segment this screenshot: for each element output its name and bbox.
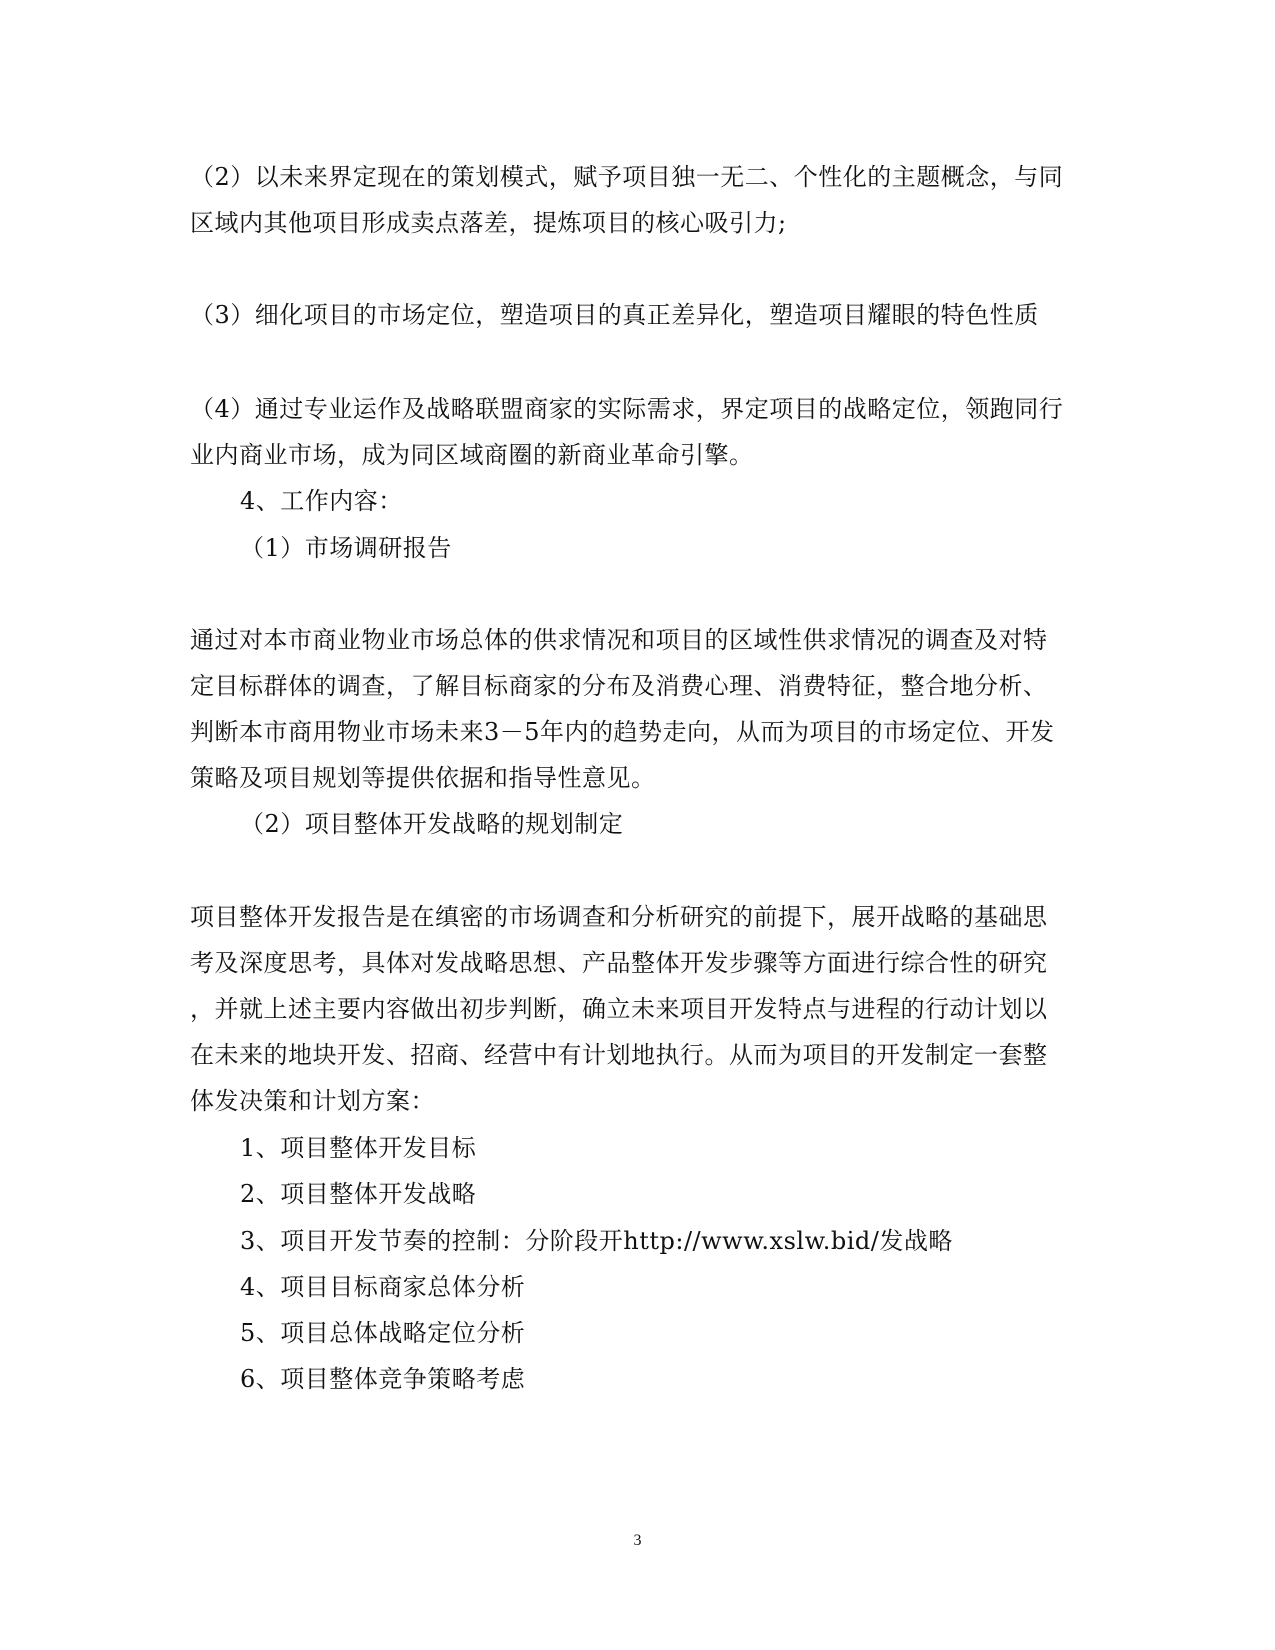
- list-item: 4、项目目标商家总体分析: [240, 1273, 526, 1301]
- list-item: 1、项目整体开发目标: [240, 1134, 477, 1162]
- strategy-line-1: 项目整体开发报告是在缜密的市场调查和分析研究的前提下，展开战略的基础思: [190, 903, 1048, 931]
- page-number: 3: [633, 1532, 642, 1549]
- paragraph-4-line-1: （4）通过专业运作及战略联盟商家的实际需求，界定项目的战略定位，领跑同行: [190, 395, 1064, 423]
- market-research-line-4: 策略及项目规划等提供依据和指导性意见。: [190, 764, 656, 792]
- strategy-line-3: ，并就上述主要内容做出初步判断，确立未来项目开发特点与进程的行动计划以: [190, 995, 1048, 1023]
- subheading-development-strategy: （2）项目整体开发战略的规划制定: [240, 810, 624, 838]
- list-item: 6、项目整体竞争策略考虑: [240, 1365, 526, 1393]
- list-item: 5、项目总体战略定位分析: [240, 1319, 526, 1347]
- list-item: 2、项目整体开发战略: [240, 1180, 477, 1208]
- market-research-line-1: 通过对本市商业物业市场总体的供求情况和项目的区域性供求情况的调查及对特: [190, 626, 1048, 654]
- section-heading-work-content: 4、工作内容：: [240, 487, 403, 515]
- paragraph-2-line-2: 区域内其他项目形成卖点落差，提炼项目的核心吸引力;: [190, 209, 787, 237]
- strategy-line-4: 在未来的地块开发、招商、经营中有计划地执行。从而为项目的开发制定一套整: [190, 1041, 1048, 1069]
- paragraph-4-line-2: 业内商业市场，成为同区域商圈的新商业革命引擎。: [190, 441, 754, 469]
- strategy-line-2: 考及深度思考，具体对发战略思想、产品整体开发步骤等方面进行综合性的研究: [190, 949, 1048, 977]
- market-research-line-3: 判断本市商用物业市场未来3－5年内的趋势走向，从而为项目的市场定位、开发: [190, 718, 1055, 746]
- paragraph-2-line-1: （2）以未来界定现在的策划模式，赋予项目独一无二、个性化的主题概念，与同: [190, 163, 1064, 191]
- list-item: 3、项目开发节奏的控制：分阶段开http://www.xslw.bid/发战略: [240, 1227, 953, 1255]
- strategy-line-5: 体发决策和计划方案：: [190, 1087, 435, 1115]
- paragraph-3-line-1: （3）细化项目的市场定位，塑造项目的真正差异化，塑造项目耀眼的特色性质: [190, 301, 1039, 329]
- market-research-line-2: 定目标群体的调查，了解目标商家的分布及消费心理、消费特征，整合地分析、: [190, 672, 1048, 700]
- subheading-market-research: （1）市场调研报告: [240, 534, 452, 562]
